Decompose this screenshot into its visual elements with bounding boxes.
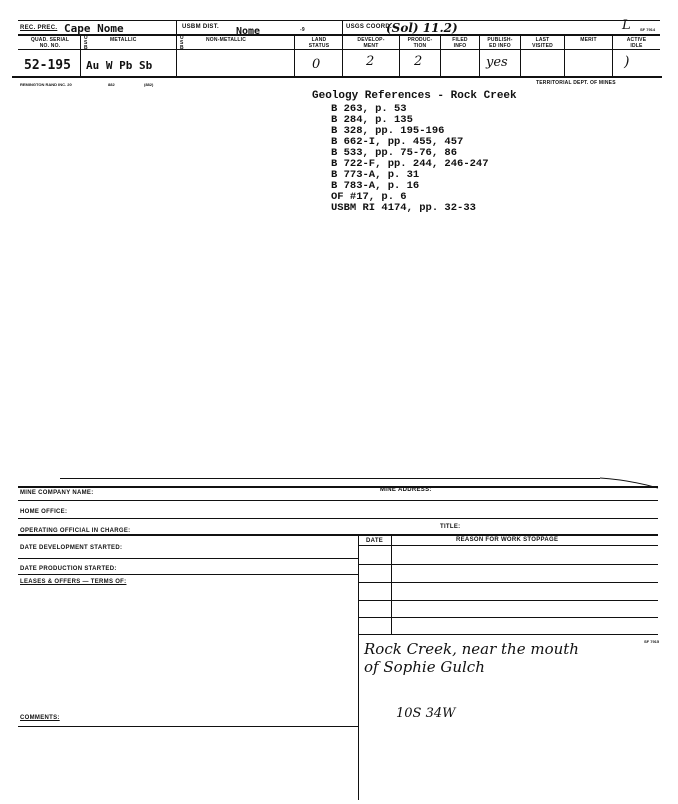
published-info-value: yes [486, 55, 508, 70]
usgs-coord-value: (Sol) 11.2) [386, 21, 458, 35]
divider [80, 34, 81, 76]
top-right-mark: L [622, 18, 631, 33]
col-merit: MERIT [580, 37, 597, 43]
reference-item: B 722-F, pp. 244, 246-247 [331, 158, 489, 170]
printer-imprint: REMINGTON RAND INC. 20 [20, 82, 72, 87]
form-rule [358, 564, 658, 565]
form-rule [18, 558, 358, 559]
metallic-value: Au W Pb Sb [86, 59, 153, 72]
form-top-rule-upper [60, 478, 600, 479]
form-rule [18, 726, 358, 727]
form-top-rule [18, 486, 658, 488]
form-rule [18, 534, 658, 536]
divider [294, 34, 295, 76]
handwritten-location-line1: Rock Creek, near the mouth [364, 640, 579, 658]
col-non-metallic: NON-METALLIC [206, 37, 247, 43]
quad-serial-value: 52-195 [24, 58, 71, 73]
title-label: TITLE: [440, 524, 461, 530]
form-rule [18, 574, 358, 575]
date-production-started-label: DATE PRODUCTION STARTED: [20, 566, 117, 572]
col-active-idle: ACTIVE IDLE [626, 37, 647, 49]
usb-letters-metallic: U S B [84, 35, 88, 51]
col-published-info: PUBLISH- ED INFO [487, 37, 513, 49]
form-code-bottom: SF 7915 [644, 639, 660, 644]
reference-item: B 773-A, p. 31 [331, 169, 420, 181]
dot-column-value: -9 [300, 27, 305, 33]
reference-item: B 533, pp. 75-76, 86 [331, 147, 458, 159]
date-development-started-label: DATE DEVELOPMENT STARTED: [20, 545, 123, 551]
usgs-coord-label: USGS COORD. [346, 24, 392, 30]
form-rule [358, 582, 658, 583]
col-development: DEVELOP- MENT [357, 37, 385, 49]
date-column-divider [391, 534, 392, 634]
col-metallic: METALLIC [110, 37, 137, 43]
header-bottom-rule [12, 76, 662, 78]
reason-header: REASON FOR WORK STOPPAGE [456, 537, 559, 543]
territorial-dept: TERRITORIAL DEPT. OF MINES [536, 80, 616, 86]
operating-official-label: OPERATING OFFICIAL IN CHARGE: [20, 528, 131, 534]
divider [176, 20, 177, 76]
reference-item: USBM RI 4174, pp. 32-33 [331, 202, 476, 214]
printer-code-a: 882 [108, 82, 115, 87]
reference-item: B 328, pp. 195-196 [331, 125, 445, 137]
production-value: 2 [414, 54, 423, 69]
leases-label: LEASES & OFFERS — TERMS OF: [20, 579, 127, 585]
development-value: 2 [366, 54, 375, 69]
col-production: PRODUC- TION [407, 37, 433, 49]
land-status-value: 0 [312, 57, 321, 72]
reference-item: B 284, p. 135 [331, 114, 413, 126]
rec-prec-label: REC. PREC. [20, 25, 58, 31]
col-land-status: LAND STATUS [308, 37, 330, 49]
col-filed-info: FILED INFO [452, 37, 468, 49]
rec-prec-value: Cape Nome [64, 22, 124, 35]
header-top-rule [18, 20, 660, 21]
form-rule [358, 545, 658, 546]
form-rule [358, 600, 658, 601]
comments-label: COMMENTS: [20, 715, 60, 721]
handwritten-coordinates: 10S 34W [396, 706, 456, 721]
mine-address-label: MINE ADDRESS: [380, 487, 432, 493]
form-rule [18, 500, 658, 501]
handwritten-location-line2: of Sophie Gulch [364, 658, 485, 676]
usb-letters-nonmetallic: U S B [180, 35, 184, 51]
form-rule [18, 518, 658, 519]
reference-item: B 662-I, pp. 455, 457 [331, 136, 464, 148]
usbm-dist-value: Nome [236, 26, 261, 37]
col-last-visited: LAST VISITED [532, 37, 553, 49]
mine-company-name-label: MINE COMPANY NAME: [20, 490, 94, 496]
active-idle-value: ) [624, 54, 630, 70]
form-code-top: SF 7914 [640, 27, 656, 32]
col-quad-serial: QUAD. SERIAL NO. NO. [30, 37, 70, 49]
form-vertical-divider [358, 534, 359, 800]
references-title: Geology References - Rock Creek [312, 90, 517, 102]
reference-item: B 263, p. 53 [331, 103, 407, 115]
references-list [331, 104, 489, 214]
form-rule [358, 617, 658, 618]
date-header: DATE [366, 538, 384, 544]
reference-item: OF #17, p. 6 [331, 191, 407, 203]
home-office-label: HOME OFFICE: [20, 509, 68, 515]
usbm-dist-label: USBM DIST. [182, 24, 220, 30]
form-rule [358, 634, 658, 635]
printer-code-b: (882) [144, 82, 154, 87]
reference-item: B 783-A, p. 16 [331, 180, 420, 192]
